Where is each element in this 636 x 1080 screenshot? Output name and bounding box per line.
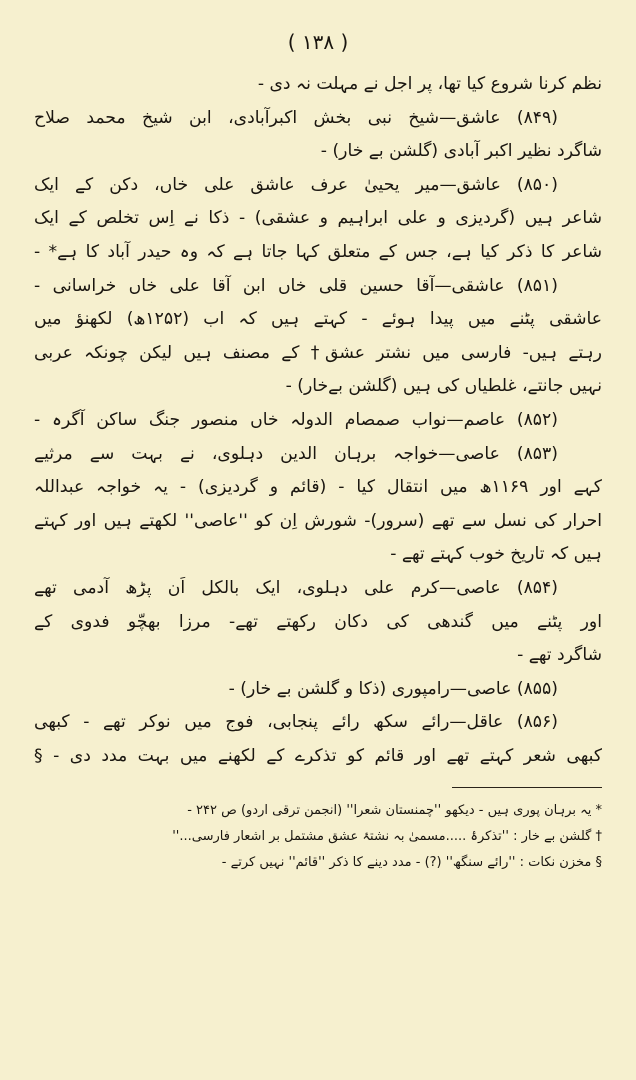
footnote-asterisk: * یہ برہان پوری ہیں - دیکھو ''چمنستان شعرا'' (انجمن ترقی اردو) ص ۲۴۲ - xyxy=(187,803,602,819)
text-line: شاعر ہیں (گردیزی و علی ابراہیم و عشقی) - ذکا نے اِس تخلص کے ایک xyxy=(34,208,602,229)
page-number: ( ۱۳۸ ) xyxy=(287,30,349,54)
footnote-section: § مخزن نکات : ''رائے سنگھ'' (?) - مدد دینے کا ذکر ''قائم'' نہیں کرتے - xyxy=(221,855,602,871)
text-line: احرار کی نسل سے تھے (سرور)- شورش اِن کو ''عاصی'' لکھتے ہیں اور کہتے xyxy=(34,510,602,531)
entry-853-heading: (۸۵۳) عاصی—خواجہ برہان الدین دہلوی، نے بہت سے مرثیے xyxy=(34,443,558,464)
entry-849-heading: (۸۴۹) عاشق—شیخ نبی بخش اکبرآبادی، ابن شیخ محمد صلاح xyxy=(34,107,558,128)
text-line: کبھی شعر کہتے تھے اور قائم کو تذکرے کے لکھنے میں بہت مدد دی - § xyxy=(34,745,602,766)
entry-852-heading: (۸۵۲) عاصم—نواب صمصام الدولہ خاں منصور جنگ ساکن آگرہ - xyxy=(34,409,558,430)
text-line: ہیں کہ تاریخ خوب کہتے تھے - xyxy=(390,544,602,565)
text-line: نہیں جانتے، غلطیاں کی ہیں (گلشن بےخار) - xyxy=(285,376,602,397)
page-body xyxy=(34,68,602,773)
text-line: شاعر کا ذکر کیا ہے، جس کے متعلق کہا جاتا ہے کہ وہ حیدر آباد کا ہے* - xyxy=(34,241,602,262)
entry-855-heading: (۸۵۵) عاصی—رامپوری (ذکا و گلشن بے خار) - xyxy=(228,678,558,699)
text-line: نظم کرنا شروع کیا تھا، پر اجل نے مہلت نہ دی - xyxy=(257,74,602,94)
entry-856-heading: (۸۵۶) عاقل—رائے سکھ رائے پنجابی، فوج میں نوکر تھے - کبھی xyxy=(34,712,558,733)
text-line: اور پٹنے میں گندھی کی دکان رکھتے تھے- مرزا بھچّو فدوی کے xyxy=(34,611,602,632)
text-line: رہتے ہیں- فارسی میں نشتر عشق† کے مصنف ہیں لیکن چونکہ عربی xyxy=(34,342,602,363)
entry-850-heading: (۸۵۰) عاشق—میر یحییٰ عرف عاشق علی خاں، دکن کے ایک xyxy=(34,174,558,195)
text-line: شاگرد تھے - xyxy=(517,645,602,666)
footnote-divider xyxy=(452,787,602,788)
entry-851-heading: (۸۵۱) عاشقی—آقا حسین قلی خاں ابن آقا علی خاں خراسانی - xyxy=(34,275,558,296)
text-line: عاشقی پٹنے میں پیدا ہوئے - کہتے ہیں کہ اب (۱۲۵۲ھ) لکھنؤ میں xyxy=(34,309,602,330)
text-line: کہے اور ۱۱۶۹ھ میں انتقال کیا - (قائم و گردیزی) - یہ خواجہ عبداللہ xyxy=(34,477,602,498)
text-line: شاگرد نظیر اکبر آبادی (گلشن بے خار) - xyxy=(320,141,602,162)
footnotes xyxy=(34,798,602,876)
footnote-dagger: † گلشن بے خار : ''تذکرۂ .....مسمیٰ بہ نشتۂ عشق مشتمل بر اشعار فارسی...'' xyxy=(172,829,602,845)
entry-854-heading: (۸۵۴) عاصی—کرم علی دہلوی، ایک بالکل اَن پڑھ آدمی تھے xyxy=(34,577,558,598)
